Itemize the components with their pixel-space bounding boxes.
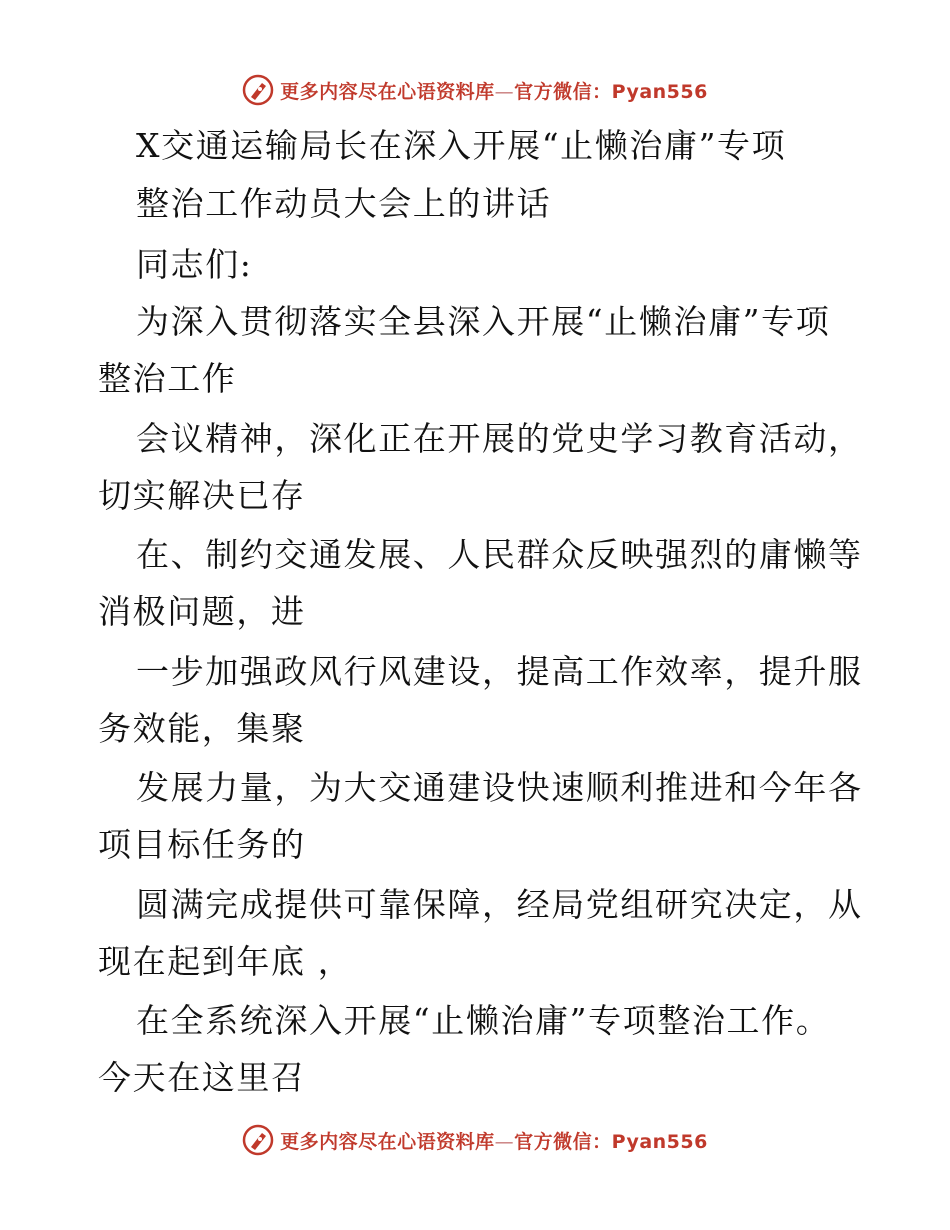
paragraph-line: 项目标任务的 xyxy=(98,825,306,864)
pen-nib-logo-icon xyxy=(242,1124,274,1156)
paragraph-line: 消极问题，进 xyxy=(98,592,306,631)
watermark-main-text: 更多内容尽在心语资料库 xyxy=(280,1130,495,1153)
title-line-1: X交通运输局长在深入开展“止懒治庸”专项 xyxy=(136,126,787,165)
paragraph-line: 切实解决已存 xyxy=(98,476,306,515)
salutation: 同志们: xyxy=(136,245,253,284)
watermark-separator: — xyxy=(494,80,515,103)
paragraph-line: 整治工作 xyxy=(98,359,237,398)
watermark-header xyxy=(0,70,950,110)
paragraph-line: 为深入贯彻落实全县深入开展“止懒治庸”专项 xyxy=(136,302,831,341)
pen-nib-logo-icon xyxy=(242,74,274,106)
watermark-text xyxy=(280,77,708,104)
paragraph-line: 今天在这里召 xyxy=(98,1058,306,1097)
watermark-separator: — xyxy=(494,1130,515,1153)
paragraph-line: 在、制约交通发展、人民群众反映强烈的庸懒等 xyxy=(136,535,863,574)
paragraph-line: 圆满完成提供可靠保障，经局党组研究决定，从 xyxy=(136,885,863,924)
title-line-2: 整治工作动员大会上的讲话 xyxy=(136,184,552,223)
watermark-footer xyxy=(0,1120,950,1160)
paragraph-line: 现在起到年底 ， xyxy=(98,942,353,981)
paragraph-line: 一步加强政风行风建设，提高工作效率，提升服 xyxy=(136,652,863,691)
paragraph-line: 会议精神，深化正在开展的党史学习教育活动， xyxy=(136,419,863,458)
paragraph-line: 在全系统深入开展“止懒治庸”专项整治工作。 xyxy=(136,1001,831,1040)
watermark-wechat-text: 官方微信：Pyan556 xyxy=(514,1130,708,1153)
watermark-text xyxy=(280,1127,708,1154)
paragraph-line: 发展力量，为大交通建设快速顺利推进和今年各 xyxy=(136,768,863,807)
watermark-main-text: 更多内容尽在心语资料库 xyxy=(280,80,495,103)
paragraph-line: 务效能，集聚 xyxy=(98,709,306,748)
watermark-wechat-text: 官方微信：Pyan556 xyxy=(514,80,708,103)
